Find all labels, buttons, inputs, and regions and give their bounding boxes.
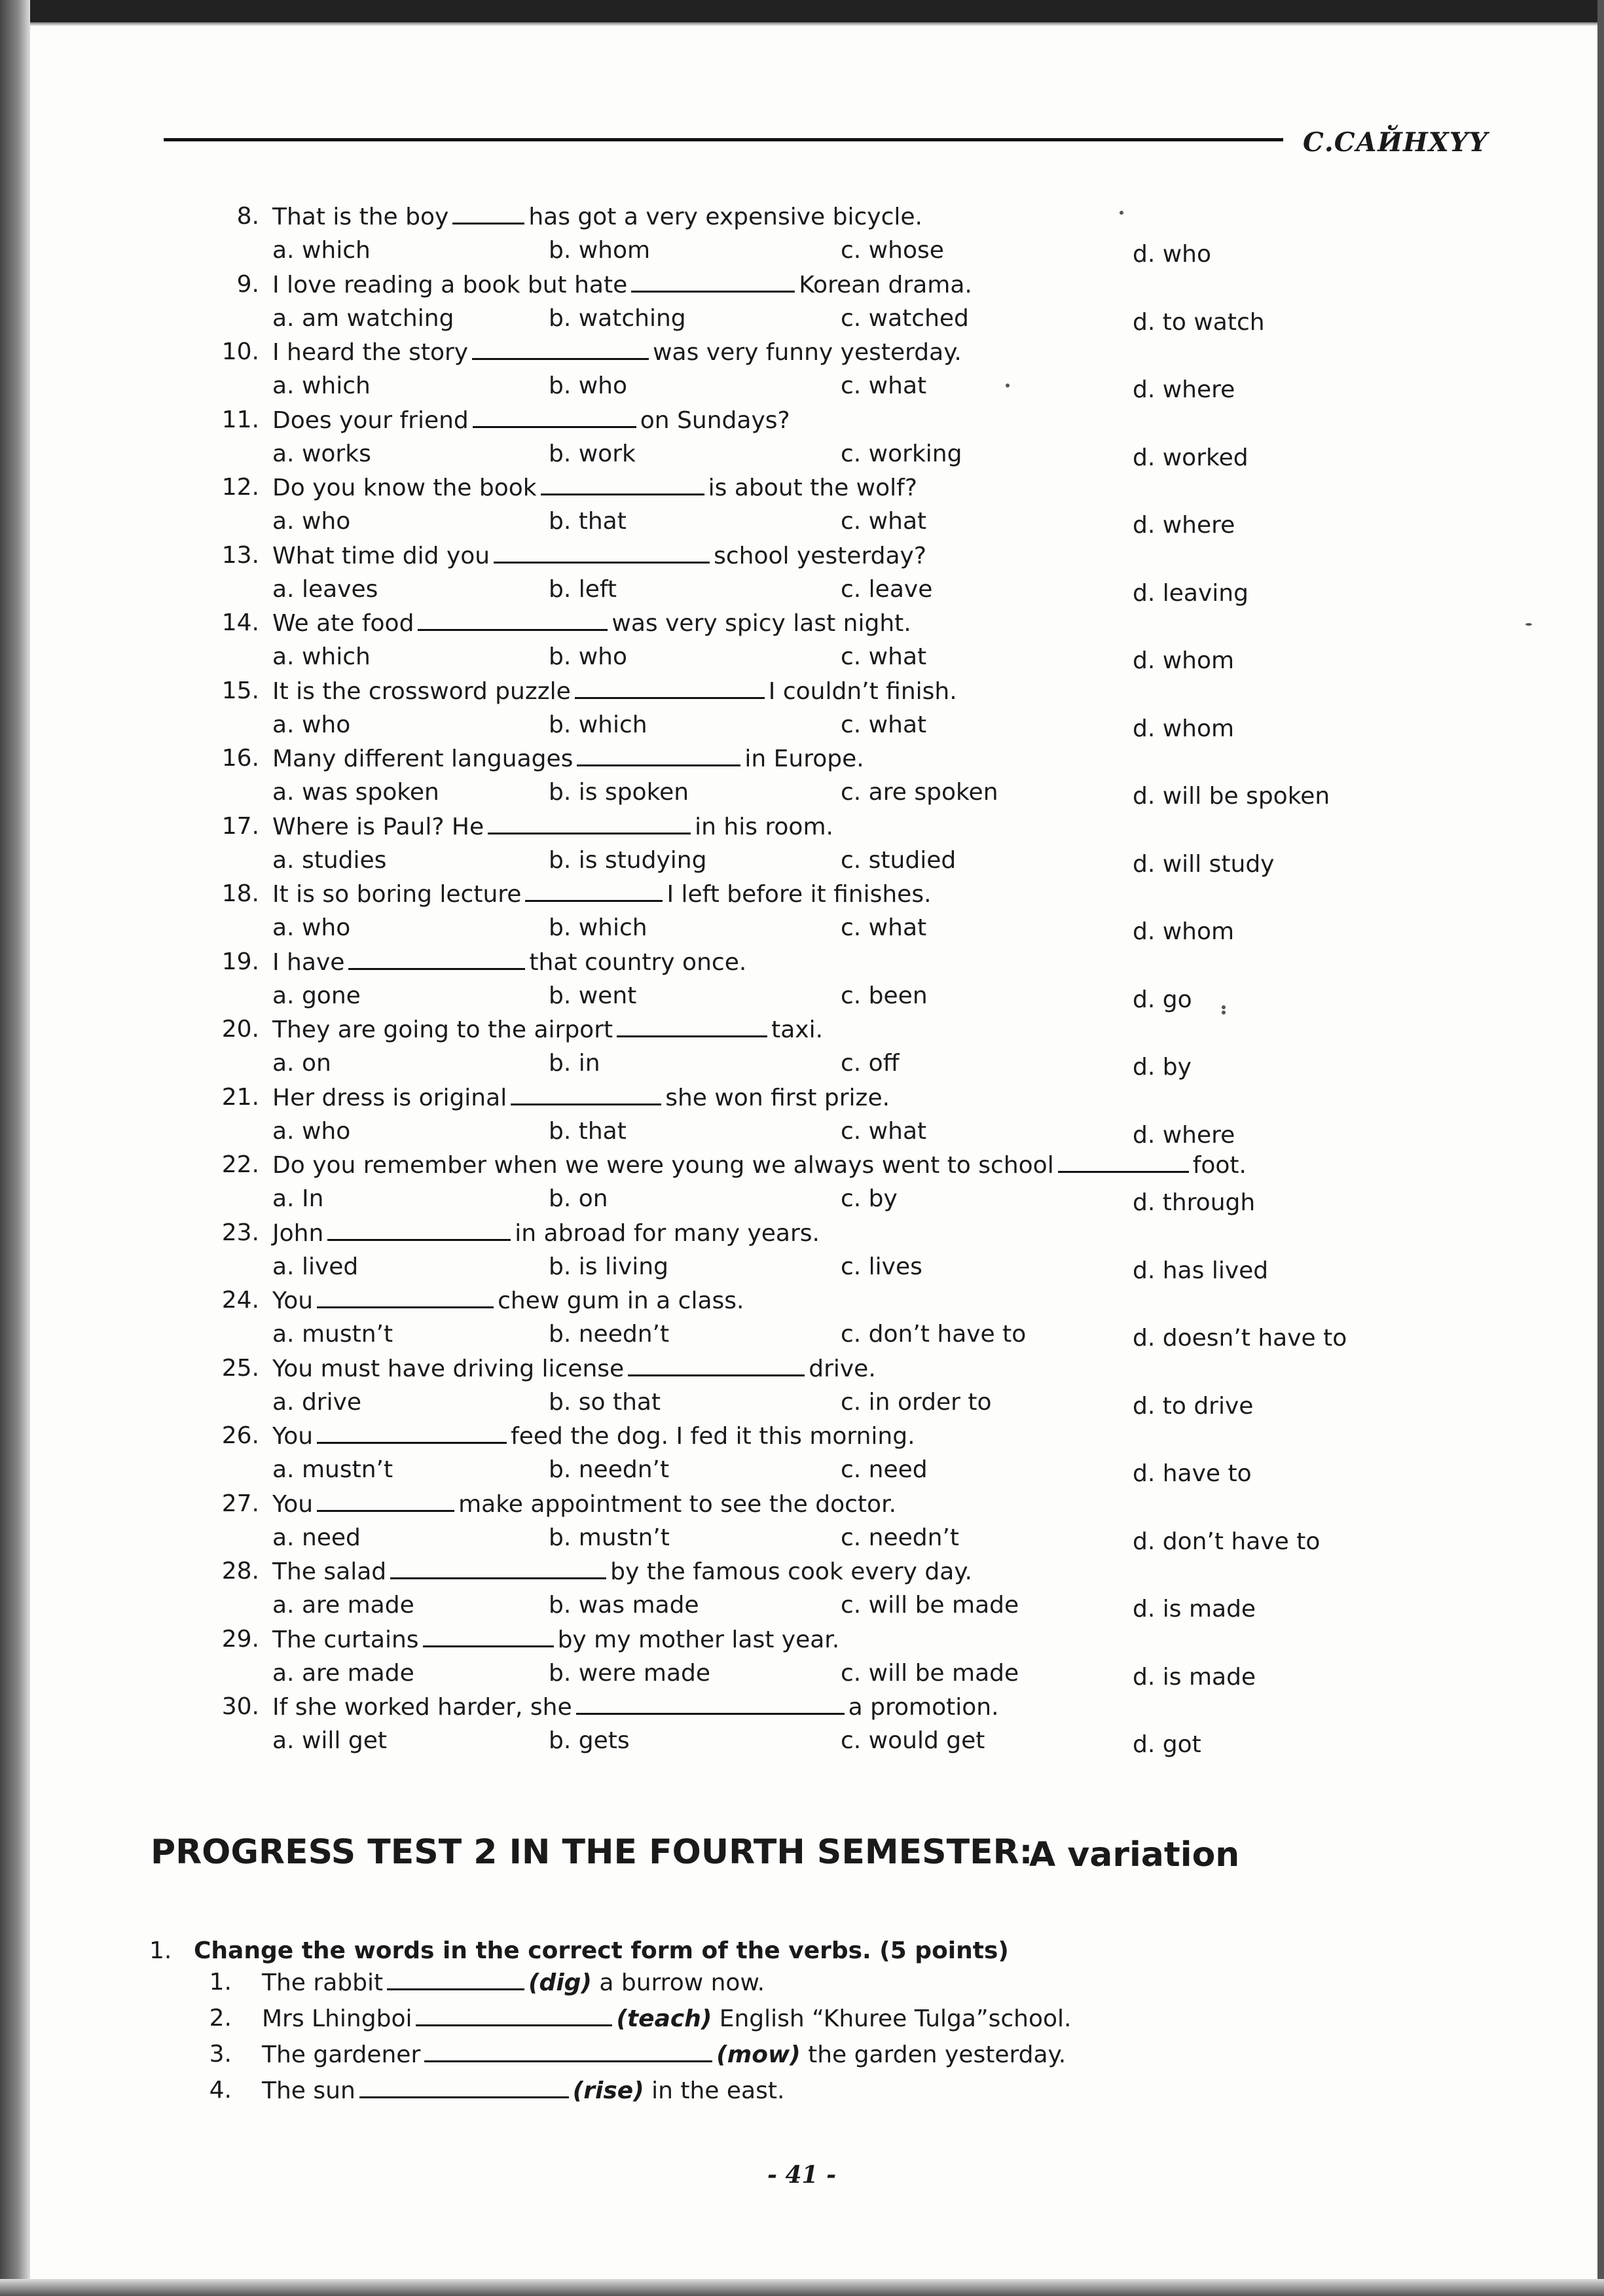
- question-item: [210, 271, 1525, 339]
- question-text-after: by my mother last year.: [557, 1626, 840, 1653]
- header-rule: [164, 138, 1283, 141]
- option-d: d. to drive: [1133, 1392, 1254, 1420]
- option-c: c. needn’t: [841, 1524, 960, 1551]
- exercise-number: 2.: [209, 2005, 232, 2032]
- option-c: c. watched: [841, 304, 969, 332]
- question-number: 13.: [221, 541, 259, 569]
- option-a: a. was spoken: [272, 779, 439, 806]
- question-number: 14.: [221, 609, 259, 636]
- question-text-before: You must have driving license: [272, 1355, 625, 1382]
- question-text-after: on Sundays?: [640, 406, 790, 434]
- option-a: a. studies: [272, 846, 387, 874]
- scan-border-right: [1597, 0, 1604, 2296]
- option-a: a. which: [272, 372, 371, 399]
- question-text-before: What time did you: [272, 542, 490, 569]
- question-item: [210, 406, 1525, 475]
- scan-speck: [1120, 211, 1123, 215]
- question-stem: [272, 609, 911, 637]
- option-d: d. worked: [1133, 444, 1249, 471]
- option-a: a. drive: [272, 1388, 362, 1416]
- option-d: d. where: [1133, 1121, 1235, 1149]
- answer-blank: [418, 609, 608, 631]
- question-text-after: Korean drama.: [799, 271, 972, 298]
- question-text-after: was very funny yesterday.: [653, 339, 962, 366]
- answer-blank: [473, 406, 636, 428]
- option-b: b. so that: [549, 1388, 661, 1416]
- question-text-before: John: [272, 1219, 324, 1247]
- question-text-before: You: [272, 1490, 314, 1518]
- answer-blank: [416, 2005, 612, 2026]
- question-item: [210, 1490, 1525, 1558]
- question-number: 22.: [221, 1151, 259, 1178]
- option-a: a. which: [272, 643, 371, 670]
- question-stem: [272, 745, 864, 772]
- option-a: a. who: [272, 508, 351, 535]
- option-c: c. off: [841, 1050, 900, 1077]
- question-item: [210, 1558, 1525, 1626]
- question-stem: [272, 1693, 999, 1721]
- question-number: 23.: [221, 1219, 259, 1246]
- question-number: 9.: [236, 270, 259, 298]
- option-b: b. left: [549, 575, 617, 603]
- section-variation: A variation: [1029, 1835, 1240, 1874]
- question-item: [210, 813, 1525, 881]
- option-b: b. needn’t: [549, 1321, 670, 1348]
- answer-blank: [541, 474, 704, 495]
- exercise-sentence: [262, 2041, 1066, 2068]
- question-stem: [272, 1016, 823, 1043]
- question-stem: [272, 203, 922, 230]
- task-number: 1.: [149, 1937, 172, 1964]
- option-c: c. by: [841, 1185, 898, 1212]
- question-text-before: If she worked harder, she: [272, 1694, 572, 1721]
- question-number: 24.: [221, 1287, 259, 1314]
- question-stem: [272, 1151, 1247, 1179]
- exercise-text-before: The gardener: [262, 2041, 421, 2068]
- option-c: c. don’t have to: [841, 1321, 1027, 1348]
- question-text-before: Does your friend: [272, 406, 469, 434]
- question-number: 12.: [221, 474, 259, 501]
- option-c: c. what: [841, 372, 927, 399]
- option-c: c. what: [841, 914, 927, 941]
- question-text-after: by the famous cook every day.: [610, 1558, 972, 1585]
- question-number: 30.: [221, 1693, 259, 1720]
- question-text-after: that country once.: [529, 948, 747, 976]
- question-item: [210, 1219, 1525, 1287]
- question-stem: [272, 1219, 820, 1247]
- option-c: c. working: [841, 440, 962, 467]
- question-number: 8.: [236, 203, 259, 230]
- question-text-before: You: [272, 1423, 314, 1450]
- question-text-after: in his room.: [695, 813, 833, 840]
- exercise-sentence: [262, 2077, 784, 2104]
- option-b: b. is spoken: [549, 779, 689, 806]
- option-b: b. went: [549, 982, 637, 1009]
- option-d: d. will be spoken: [1133, 783, 1330, 810]
- option-d: d. whom: [1133, 715, 1235, 742]
- verb-hint: (teach): [616, 2005, 712, 2032]
- option-a: a. who: [272, 711, 351, 738]
- question-text-after: chew gum in a class.: [498, 1287, 744, 1314]
- option-c: c. in order to: [841, 1388, 992, 1416]
- option-c: c. lives: [841, 1253, 922, 1280]
- option-c: c. what: [841, 1117, 927, 1145]
- question-text-before: You: [272, 1287, 314, 1314]
- exercise-number: 1.: [209, 1969, 232, 1996]
- question-item: [210, 880, 1525, 948]
- option-b: b. whom: [549, 237, 651, 264]
- question-stem: [272, 338, 962, 366]
- question-item: [210, 338, 1525, 406]
- option-c: c. what: [841, 643, 927, 670]
- option-b: b. who: [549, 643, 628, 670]
- question-text-before: That is the boy: [272, 204, 449, 230]
- question-item: [210, 609, 1525, 677]
- question-text-after: in abroad for many years.: [515, 1219, 820, 1247]
- option-b: b. work: [549, 440, 636, 467]
- task-heading: Change the words in the correct form of the verbs. (5 points): [194, 1937, 1009, 1964]
- question-text-after: foot.: [1192, 1152, 1247, 1179]
- question-text-after: feed the dog. I fed it this morning.: [511, 1423, 915, 1450]
- option-d: d. don’t have to: [1133, 1528, 1321, 1555]
- question-number: 19.: [221, 948, 259, 975]
- question-number: 21.: [221, 1083, 259, 1111]
- option-d: d. has lived: [1133, 1257, 1269, 1284]
- question-number: 29.: [221, 1625, 259, 1653]
- question-number: 28.: [221, 1558, 259, 1585]
- question-text-after: I left before it finishes.: [666, 881, 932, 908]
- option-c: c. would get: [841, 1727, 985, 1754]
- answer-blank: [359, 2077, 569, 2098]
- option-a: a. are made: [272, 1659, 414, 1687]
- option-a: a. are made: [272, 1592, 414, 1619]
- scan-border-bottom: [0, 2279, 1604, 2296]
- question-stem: [272, 474, 917, 501]
- question-stem: [272, 948, 746, 976]
- answer-blank: [390, 1558, 606, 1579]
- answer-blank: [423, 1626, 554, 1647]
- question-number: 16.: [221, 745, 259, 772]
- option-c: c. will be made: [841, 1659, 1019, 1687]
- question-text-after: she won first prize.: [665, 1084, 890, 1111]
- answer-blank: [575, 677, 765, 699]
- option-a: a. am watching: [272, 304, 454, 332]
- question-item: [210, 1287, 1525, 1355]
- option-c: c. will be made: [841, 1592, 1019, 1619]
- option-d: d. whom: [1133, 647, 1235, 674]
- option-a: a. leaves: [272, 575, 378, 603]
- scan-border-top: [0, 0, 1604, 22]
- option-c: c. been: [841, 982, 928, 1009]
- option-b: b. which: [549, 711, 647, 738]
- exercise-text-after: the garden yesterday.: [808, 2041, 1066, 2068]
- option-b: b. in: [549, 1050, 600, 1077]
- question-stem: [272, 542, 926, 569]
- answer-blank: [494, 542, 710, 564]
- answer-blank: [525, 880, 663, 902]
- option-c: c. what: [841, 711, 927, 738]
- verb-hint: (mow): [716, 2041, 801, 2068]
- answer-blank: [631, 271, 795, 293]
- page-number: - 41 -: [767, 2161, 837, 2189]
- question-text-after: a promotion.: [848, 1694, 999, 1721]
- answer-blank: [617, 1016, 767, 1037]
- question-item: [210, 1422, 1525, 1490]
- option-d: d. got: [1133, 1731, 1201, 1758]
- question-text-before: We ate food: [272, 610, 414, 637]
- option-d: d. is made: [1133, 1663, 1256, 1691]
- answer-blank: [628, 1355, 805, 1376]
- question-stem: [272, 1490, 896, 1518]
- scan-speck: [1525, 623, 1532, 626]
- question-item: [210, 948, 1525, 1016]
- option-d: d. whom: [1133, 918, 1235, 945]
- question-item: [210, 1626, 1525, 1694]
- question-text-before: They are going to the airport: [272, 1016, 613, 1043]
- question-item: [210, 1084, 1525, 1152]
- option-d: d. by: [1133, 1054, 1192, 1081]
- question-stem: [272, 1626, 839, 1653]
- option-b: b. was made: [549, 1592, 699, 1619]
- question-text-before: Many different languages: [272, 745, 574, 772]
- question-text-after: is about the wolf?: [708, 475, 917, 501]
- option-b: b. gets: [549, 1727, 630, 1754]
- question-stem: [272, 677, 957, 705]
- question-text-after: in Europe.: [744, 745, 864, 772]
- option-c: c. need: [841, 1456, 928, 1483]
- answer-blank: [577, 745, 740, 766]
- question-item: [210, 1693, 1525, 1761]
- option-d: d. where: [1133, 376, 1235, 403]
- option-d: d. where: [1133, 512, 1235, 539]
- option-c: c. what: [841, 508, 927, 535]
- question-stem: [272, 1355, 876, 1382]
- option-c: c. leave: [841, 575, 933, 603]
- question-stem: [272, 1422, 915, 1450]
- verb-hint: (rise): [572, 2077, 644, 2104]
- option-d: d. through: [1133, 1189, 1256, 1216]
- question-stem: [272, 1287, 744, 1314]
- option-d: d. will study: [1133, 850, 1275, 878]
- option-b: b. that: [549, 508, 627, 535]
- question-text-before: I heard the story: [272, 339, 469, 366]
- option-a: a. which: [272, 237, 371, 264]
- question-text-before: It is the crossword puzzle: [272, 677, 571, 705]
- option-c: c. studied: [841, 846, 957, 874]
- answer-blank: [452, 203, 524, 224]
- question-stem: [272, 271, 972, 298]
- question-number: 11.: [221, 406, 259, 433]
- answer-blank: [424, 2041, 712, 2062]
- option-a: a. mustn’t: [272, 1456, 393, 1483]
- option-b: b. needn’t: [549, 1456, 670, 1483]
- option-d: d. have to: [1133, 1460, 1252, 1487]
- question-text-after: was very spicy last night.: [611, 610, 911, 637]
- exercise-text-after: a burrow now.: [599, 1969, 765, 1996]
- question-item: [210, 474, 1525, 542]
- scan-border-left: [0, 0, 30, 2296]
- option-a: a. gone: [272, 982, 361, 1009]
- question-text-after: taxi.: [771, 1016, 824, 1043]
- question-text-before: Do you remember when we were young we always went to school: [272, 1152, 1054, 1179]
- question-stem: [272, 406, 790, 434]
- question-list: [210, 203, 1525, 1761]
- option-b: b. who: [549, 372, 628, 399]
- question-number: 17.: [221, 812, 259, 840]
- option-d: d. doesn’t have to: [1133, 1325, 1347, 1352]
- question-stem: [272, 1084, 890, 1111]
- answer-blank: [472, 338, 649, 360]
- option-d: d. who: [1133, 241, 1212, 268]
- question-item: [210, 677, 1525, 745]
- option-d: d. to watch: [1133, 308, 1265, 336]
- question-item: [210, 745, 1525, 813]
- exercise-text-before: Mrs Lhingboi: [262, 2005, 412, 2032]
- question-item: [210, 542, 1525, 610]
- author-name: С.САЙНХҮҮ: [1303, 127, 1488, 158]
- verb-hint: (dig): [528, 1969, 592, 1996]
- question-stem: [272, 880, 932, 908]
- option-a: a. mustn’t: [272, 1321, 393, 1348]
- answer-blank: [317, 1490, 454, 1512]
- question-stem: [272, 1558, 972, 1585]
- option-a: a. on: [272, 1050, 331, 1077]
- question-text-before: It is so boring lecture: [272, 881, 522, 908]
- answer-blank: [317, 1422, 507, 1444]
- question-text-after: has got a very expensive bicycle.: [528, 204, 922, 230]
- question-text-after: I couldn’t finish.: [768, 677, 957, 705]
- question-item: [210, 1355, 1525, 1423]
- option-b: b. mustn’t: [549, 1524, 670, 1551]
- option-a: a. works: [272, 440, 371, 467]
- option-b: b. is studying: [549, 846, 707, 874]
- question-text-before: I love reading a book but hate: [272, 271, 628, 298]
- question-text-after: drive.: [809, 1355, 876, 1382]
- exercise-text-after: English “Khuree Tulga”school.: [719, 2005, 1072, 2032]
- option-a: a. who: [272, 914, 351, 941]
- question-number: 20.: [221, 1016, 259, 1043]
- scan-speck: [1006, 384, 1010, 387]
- option-b: b. that: [549, 1117, 627, 1145]
- option-c: c. are spoken: [841, 779, 998, 806]
- option-b: b. on: [549, 1185, 608, 1212]
- exercise-text-after: in the east.: [651, 2077, 785, 2104]
- exercise-text-before: The rabbit: [262, 1969, 384, 1996]
- scan-speck: [1222, 1011, 1226, 1014]
- question-stem: [272, 813, 833, 840]
- question-number: 10.: [221, 338, 259, 365]
- option-d: d. go: [1133, 986, 1192, 1013]
- question-text-after: school yesterday?: [714, 542, 926, 569]
- option-a: a. will get: [272, 1727, 387, 1754]
- question-number: 26.: [221, 1422, 259, 1449]
- question-text-before: The salad: [272, 1558, 387, 1585]
- answer-blank: [511, 1084, 661, 1105]
- question-number: 18.: [221, 880, 259, 907]
- option-b: b. is living: [549, 1253, 668, 1280]
- exercise-text-before: The sun: [262, 2077, 355, 2104]
- question-item: [210, 203, 1525, 271]
- answer-blank: [387, 1969, 524, 1990]
- question-text-before: Do you know the book: [272, 475, 537, 501]
- question-item: [210, 1016, 1525, 1084]
- question-text-before: I have: [272, 948, 345, 976]
- section-title: PROGRESS TEST 2 IN THE FOURTH SEMESTER:: [151, 1833, 1033, 1872]
- question-text-after: make appointment to see the doctor.: [458, 1490, 897, 1518]
- option-a: a. need: [272, 1524, 361, 1551]
- question-text-before: The curtains: [272, 1626, 419, 1653]
- option-a: a. In: [272, 1185, 324, 1212]
- exercise-number: 4.: [209, 2077, 232, 2104]
- option-b: b. were made: [549, 1659, 711, 1687]
- option-d: d. leaving: [1133, 579, 1249, 607]
- question-text-before: Her dress is original: [272, 1084, 507, 1111]
- answer-blank: [1058, 1151, 1189, 1173]
- question-number: 15.: [221, 677, 259, 704]
- answer-blank: [488, 813, 691, 834]
- answer-blank: [317, 1287, 494, 1308]
- answer-blank: [576, 1693, 845, 1715]
- answer-blank: [327, 1219, 511, 1241]
- exercise-sentence: [262, 2005, 1071, 2032]
- option-c: c. whose: [841, 237, 944, 264]
- question-number: 25.: [221, 1354, 259, 1382]
- answer-blank: [348, 948, 525, 970]
- exercise-sentence: [262, 1969, 765, 1996]
- option-b: b. which: [549, 914, 647, 941]
- scan-speck: [1222, 1005, 1226, 1009]
- question-number: 27.: [221, 1490, 259, 1517]
- question-item: [210, 1151, 1525, 1219]
- option-b: b. watching: [549, 304, 686, 332]
- exercise-number: 3.: [209, 2041, 232, 2068]
- option-a: a. who: [272, 1117, 351, 1145]
- option-d: d. is made: [1133, 1596, 1256, 1623]
- option-a: a. lived: [272, 1253, 359, 1280]
- question-text-before: Where is Paul? He: [272, 813, 484, 840]
